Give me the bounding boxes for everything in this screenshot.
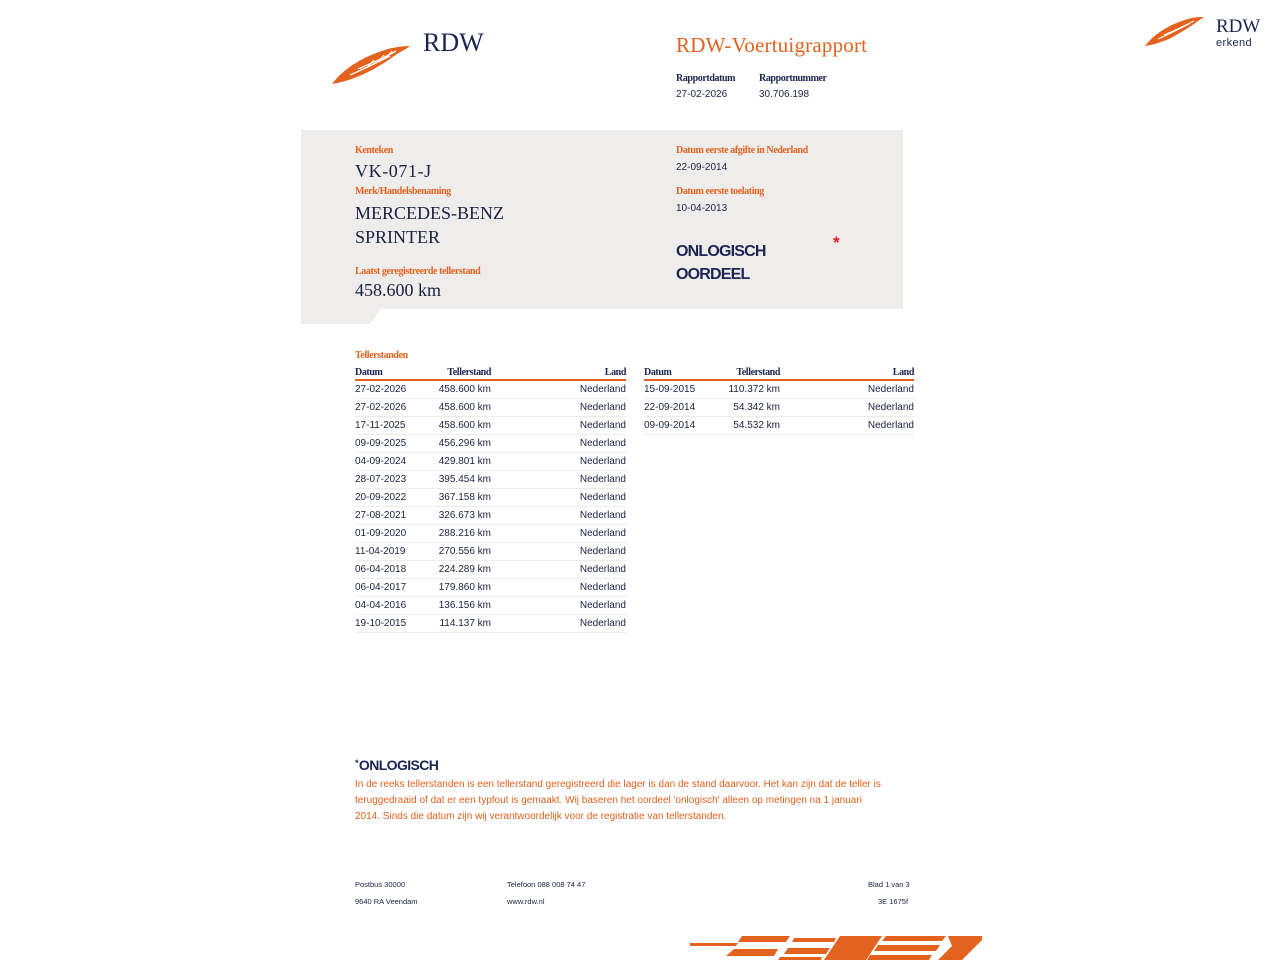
cell-land: Nederland — [491, 489, 626, 507]
cell-land: Nederland — [491, 615, 626, 633]
cell-land: Nederland — [491, 525, 626, 543]
cell-datum: 28-07-2023 — [355, 471, 435, 489]
cell-tellerstand: 395.454 km — [435, 471, 491, 489]
verdict-asterisk: * — [833, 233, 840, 252]
cell-datum: 19-10-2015 — [355, 615, 435, 633]
cell-datum: 20-09-2022 — [355, 489, 435, 507]
cell-datum: 27-02-2026 — [355, 380, 435, 399]
footnote-title — [355, 757, 438, 773]
cell-land: Nederland — [491, 561, 626, 579]
footer-website: www.rdw.nl — [507, 897, 545, 906]
cell-tellerstand: 136.156 km — [435, 597, 491, 615]
footer-plaats: 9640 RA Veendam — [355, 897, 418, 906]
rdw-logo-icon — [330, 42, 414, 86]
rapportdatum-label: Rapportdatum — [676, 73, 736, 84]
cell-land: Nederland — [491, 435, 626, 453]
merk-label: Merk/Handelsbenaming — [355, 186, 451, 197]
verdict-line-1: ONLOGISCH — [676, 243, 766, 260]
table-row — [355, 525, 626, 543]
rapportnummer-value: 30.706.198 — [759, 89, 810, 100]
corner-brand-name: RDW — [1216, 16, 1261, 37]
table-row — [644, 380, 914, 399]
footer-postbus: Postbus 30000 — [355, 880, 406, 889]
rdw-erkend-logo-icon — [1144, 14, 1206, 48]
tellerstanden-table-left — [355, 366, 626, 633]
cell-land: Nederland — [491, 399, 626, 417]
kenteken-value: VK-071-J — [355, 161, 432, 181]
cell-datum: 04-04-2016 — [355, 597, 435, 615]
table-row — [355, 597, 626, 615]
verdict-line-2: OORDEEL — [676, 266, 750, 283]
cell-datum: 06-04-2017 — [355, 579, 435, 597]
table-row — [355, 543, 626, 561]
cell-tellerstand: 456.296 km — [435, 435, 491, 453]
cell-land: Nederland — [491, 453, 626, 471]
footnote-star: * — [355, 758, 358, 768]
cell-tellerstand: 179.860 km — [435, 579, 491, 597]
col-header-land: Land — [780, 366, 914, 380]
table-row — [355, 561, 626, 579]
tellerstanden-table-right — [644, 366, 914, 435]
cell-datum: 11-04-2019 — [355, 543, 435, 561]
cell-tellerstand: 429.801 km — [435, 453, 491, 471]
cell-tellerstand: 54.342 km — [724, 399, 780, 417]
rapportdatum-value: 27-02-2026 — [676, 89, 728, 100]
col-header-tellerstand: Tellerstand — [724, 366, 780, 380]
cell-tellerstand: 458.600 km — [435, 380, 491, 399]
afgifte-label: Datum eerste afgifte in Nederland — [676, 145, 808, 156]
footer-code: 3E 1675f — [878, 897, 909, 906]
table-row — [355, 435, 626, 453]
cell-tellerstand: 288.216 km — [435, 525, 491, 543]
cell-datum: 27-02-2026 — [355, 399, 435, 417]
cell-land: Nederland — [491, 507, 626, 525]
corner-erkend: erkend — [1216, 37, 1253, 49]
tellerstanden-title: Tellerstanden — [355, 350, 408, 361]
cell-datum: 09-09-2025 — [355, 435, 435, 453]
table-row — [355, 579, 626, 597]
cell-datum: 09-09-2014 — [644, 417, 724, 435]
cell-datum: 06-04-2018 — [355, 561, 435, 579]
afgifte-value: 22-09-2014 — [676, 162, 728, 173]
verdict — [676, 240, 766, 286]
table-row — [644, 417, 914, 435]
cell-datum: 04-09-2024 — [355, 453, 435, 471]
footer-telefoon: Telefoon 088 008 74 47 — [507, 880, 586, 889]
cell-land: Nederland — [491, 380, 626, 399]
table-row — [355, 489, 626, 507]
cell-tellerstand: 110.372 km — [724, 380, 780, 399]
cell-datum: 15-09-2015 — [644, 380, 724, 399]
cell-land: Nederland — [491, 471, 626, 489]
cell-datum: 27-08-2021 — [355, 507, 435, 525]
merk-value: MERCEDES-BENZ — [355, 203, 505, 223]
report-title: RDW-Voertuigrapport — [676, 33, 868, 57]
cell-tellerstand: 326.673 km — [435, 507, 491, 525]
brand-name: RDW — [423, 28, 484, 57]
teller-label: Laatst geregistreerde tellerstand — [355, 266, 481, 277]
cell-tellerstand: 458.600 km — [435, 417, 491, 435]
cell-tellerstand: 114.137 km — [435, 615, 491, 633]
table-row — [355, 380, 626, 399]
cell-land: Nederland — [780, 399, 914, 417]
table-row — [644, 399, 914, 417]
col-header-datum: Datum — [355, 366, 435, 380]
col-header-land: Land — [491, 366, 626, 380]
rapportnummer-label: Rapportnummer — [759, 73, 827, 84]
footer-blad: Blad 1 van 3 — [868, 880, 910, 889]
toelating-label: Datum eerste toelating — [676, 186, 764, 197]
cell-tellerstand: 458.600 km — [435, 399, 491, 417]
table-row — [355, 615, 626, 633]
table-row — [355, 471, 626, 489]
footnote-title-text: ONLOGISCH — [358, 757, 439, 773]
table-row — [355, 399, 626, 417]
teller-value: 458.600 km — [355, 280, 442, 300]
cell-land: Nederland — [780, 417, 914, 435]
cell-tellerstand: 54.532 km — [724, 417, 780, 435]
cell-datum: 01-09-2020 — [355, 525, 435, 543]
summary-box-notch — [301, 309, 381, 324]
cell-land: Nederland — [491, 597, 626, 615]
table-row — [355, 417, 626, 435]
cell-datum: 17-11-2025 — [355, 417, 435, 435]
model-value: SPRINTER — [355, 227, 441, 247]
footnote-body: In de reeks tellerstanden is een tellerstand geregistreerd die lager is dan de stand daarvoor. Het kan zijn dat de teller is teruggedraaid of dat er een typfout is gemaakt. Wij baseren het oordeel 'onlogisch' alleen op metingen na 1 januari 2014. Sinds die datum zijn wij verantwoordelijk voor de registratie van tellerstanden. — [355, 779, 881, 822]
cell-datum: 22-09-2014 — [644, 399, 724, 417]
cell-land: Nederland — [780, 380, 914, 399]
cell-tellerstand: 224.289 km — [435, 561, 491, 579]
cell-tellerstand: 367.158 km — [435, 489, 491, 507]
table-row — [355, 507, 626, 525]
toelating-value: 10-04-2013 — [676, 203, 728, 214]
decorative-stripes-icon — [690, 934, 982, 960]
cell-land: Nederland — [491, 543, 626, 561]
col-header-datum: Datum — [644, 366, 724, 380]
table-row — [355, 453, 626, 471]
cell-tellerstand: 270.556 km — [435, 543, 491, 561]
kenteken-label: Kenteken — [355, 145, 393, 156]
cell-land: Nederland — [491, 417, 626, 435]
cell-land: Nederland — [491, 579, 626, 597]
col-header-tellerstand: Tellerstand — [435, 366, 491, 380]
